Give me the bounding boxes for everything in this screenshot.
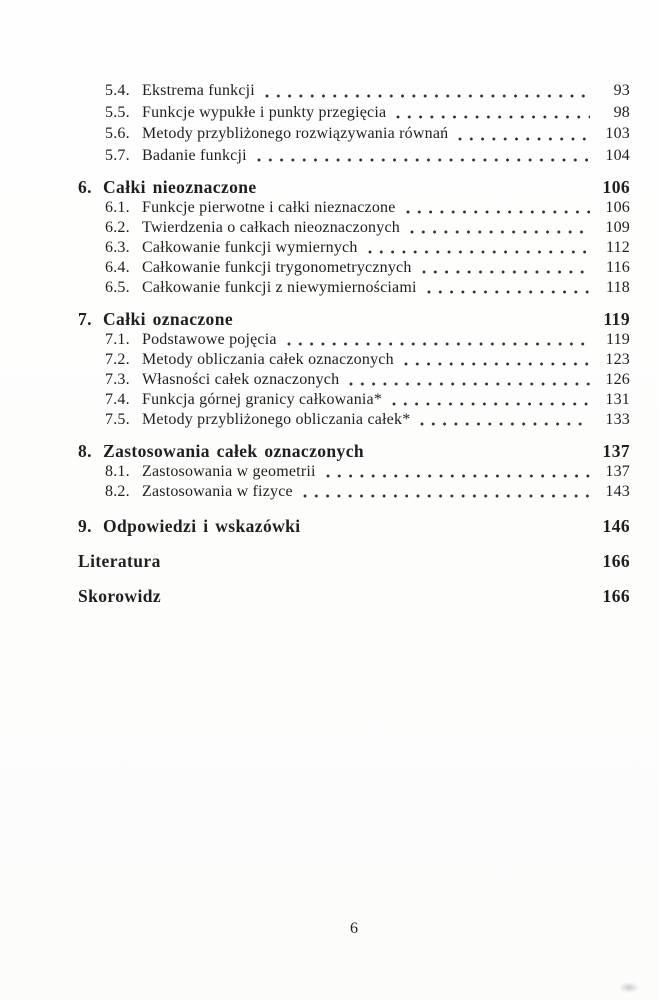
toc-entry [78, 278, 630, 298]
entry-page-number: 106 [605, 199, 630, 216]
entry-page-number: 116 [605, 259, 630, 276]
entry-title: Metody obliczania całek oznaczonych [142, 351, 394, 368]
entry-title: Całkowanie funkcji z niewymiernościami [142, 279, 417, 296]
heading-title: Literatura [78, 551, 161, 571]
toc-entry [78, 410, 630, 430]
entry-title: Własności całek oznaczonych [142, 371, 340, 388]
toc-chapter-heading [78, 550, 630, 572]
toc-entry [78, 145, 630, 167]
entry-title: Metody przybliżonego obliczania całek* [142, 411, 411, 428]
toc-entry [78, 330, 630, 350]
entry-number: 5.4. [105, 82, 130, 99]
entry-title: Całkowanie funkcji trygonometrycznych [142, 259, 412, 276]
entry-page-number: 119 [605, 331, 630, 348]
toc-entry [78, 258, 630, 278]
toc-entry [78, 370, 630, 390]
toc-entry [78, 462, 630, 482]
heading-page-number: 119 [603, 309, 630, 329]
dot-leader [395, 114, 590, 120]
entry-title: Funkcje wypukłe i punkty przegięcia [142, 103, 387, 121]
entry-title: Funkcja górnej granicy całkowania* [142, 391, 383, 408]
toc-chapter-heading [78, 308, 630, 330]
dot-leader [426, 289, 590, 295]
entry-number: 6.3. [105, 239, 130, 256]
dot-leader [256, 157, 590, 163]
heading-title: Odpowiedzi i wskazówki [103, 516, 301, 536]
entry-title: Funkcje pierwotne i całki nieznaczone [142, 199, 396, 216]
entry-number: 8.2. [105, 483, 130, 500]
toc-section [78, 308, 630, 430]
entry-number: 5.7. [105, 146, 130, 164]
dot-leader [391, 401, 590, 407]
entry-title: Zastosowania w geometrii [142, 463, 316, 480]
dot-leader [286, 341, 590, 347]
entry-number: 7.3. [105, 371, 130, 388]
entry-page-number: 109 [605, 219, 630, 236]
entry-title: Metody przybliżonego rozwiązywania równań [142, 125, 449, 142]
dot-leader [403, 361, 590, 367]
dot-leader [325, 473, 590, 479]
heading-title: Skorowidz [78, 586, 162, 606]
dot-leader [367, 249, 590, 255]
heading-page-number: 166 [602, 586, 630, 606]
entry-page-number: 123 [605, 351, 630, 368]
dot-leader [264, 93, 590, 99]
entry-title: Twierdzenia o całkach nieoznaczonych [142, 219, 400, 236]
entry-page-number: 131 [605, 391, 630, 408]
toc-entry [78, 482, 630, 502]
entry-page-number: 126 [605, 371, 630, 388]
dot-leader [302, 493, 590, 499]
entry-number: 6.4. [105, 259, 130, 276]
heading-page-number: 137 [602, 441, 630, 461]
entry-number: 7.1. [105, 331, 130, 348]
toc-entry [78, 390, 630, 410]
dot-leader [457, 136, 590, 142]
toc-chapter-heading [78, 585, 630, 607]
entry-title: Badanie funkcji [142, 146, 247, 164]
table-of-contents [78, 80, 630, 607]
heading-number: 6. [78, 177, 92, 197]
toc-section [78, 515, 630, 537]
toc-section [78, 80, 630, 166]
entry-page-number: 133 [605, 411, 630, 428]
dot-leader [348, 381, 590, 387]
toc-section [78, 440, 630, 502]
heading-title: Zastosowania całek oznaczonych [103, 441, 364, 461]
toc-entry [78, 218, 630, 238]
entry-number: 6.1. [105, 199, 130, 216]
heading-page-number: 106 [602, 177, 630, 197]
entry-number: 6.5. [105, 279, 130, 296]
entry-title: Zastosowania w fizyce [142, 483, 293, 500]
entry-title: Podstawowe pojęcia [142, 331, 277, 348]
toc-entry [78, 102, 630, 124]
entry-page-number: 118 [605, 279, 630, 296]
entry-title: Ekstrema funkcji [142, 82, 255, 99]
toc-section [78, 550, 630, 572]
entry-number: 7.5. [105, 411, 130, 428]
dot-leader [421, 269, 590, 275]
entry-page-number: 143 [605, 483, 630, 500]
entry-page-number: 104 [605, 146, 630, 164]
scan-smudge [619, 982, 639, 993]
toc-entry [78, 198, 630, 218]
heading-page-number: 166 [602, 551, 630, 571]
entry-number: 7.4. [105, 391, 130, 408]
entry-title: Całkowanie funkcji wymiernych [142, 239, 358, 256]
heading-page-number: 146 [602, 516, 630, 536]
entry-number: 6.2. [105, 219, 130, 236]
entry-number: 5.6. [105, 125, 130, 142]
heading-number: 8. [78, 441, 92, 461]
entry-number: 5.5. [105, 103, 130, 121]
toc-chapter-heading [78, 515, 630, 537]
heading-number: 9. [78, 516, 92, 536]
dot-leader [409, 229, 590, 235]
toc-section [78, 585, 630, 607]
heading-title: Całki oznaczone [103, 309, 234, 329]
heading-number: 7. [78, 309, 92, 329]
toc-entry [78, 80, 630, 102]
entry-page-number: 112 [605, 239, 630, 256]
entry-page-number: 93 [613, 82, 630, 99]
toc-chapter-heading [78, 440, 630, 462]
entry-page-number: 137 [605, 463, 630, 480]
toc-entry [78, 123, 630, 145]
toc-entry [78, 350, 630, 370]
toc-entry [78, 238, 630, 258]
dot-leader [405, 209, 590, 215]
toc-chapter-heading [78, 176, 630, 198]
entry-page-number: 98 [613, 103, 630, 121]
heading-title: Całki nieoznaczone [103, 177, 257, 197]
entry-number: 7.2. [105, 351, 130, 368]
toc-section [78, 176, 630, 298]
entry-page-number: 103 [605, 125, 630, 142]
page-folio-number: 6 [350, 920, 358, 937]
dot-leader [419, 421, 590, 427]
entry-number: 8.1. [105, 463, 130, 480]
